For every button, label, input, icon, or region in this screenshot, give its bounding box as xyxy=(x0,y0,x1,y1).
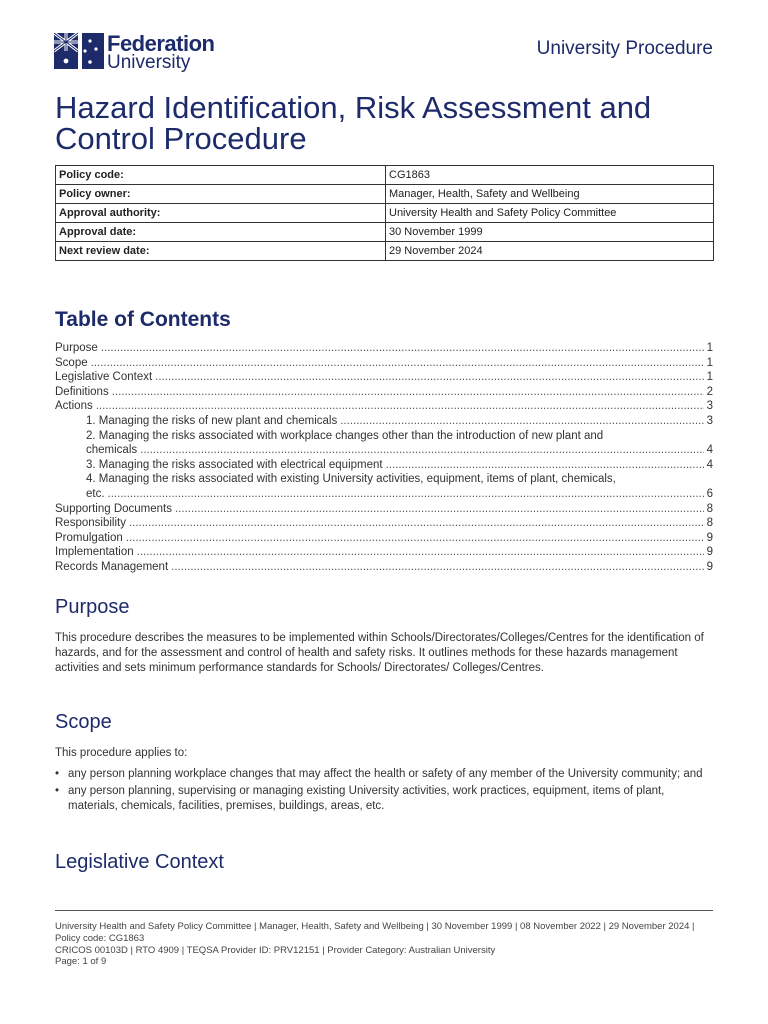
toc-page-number: 4 xyxy=(706,458,713,471)
toc-page-number: 3 xyxy=(706,414,713,427)
toc-entry-label: Implementation xyxy=(55,546,134,559)
scope-heading: Scope xyxy=(55,711,112,733)
table-row xyxy=(56,185,714,204)
toc-page-number: 1 xyxy=(706,356,713,369)
page-footer xyxy=(55,921,715,968)
footer-divider xyxy=(55,910,713,911)
info-key: Next review date: xyxy=(56,242,386,261)
toc-page-number: 9 xyxy=(706,531,713,544)
toc-entry-label: Actions xyxy=(55,400,93,413)
toc-entry-label: Definitions xyxy=(55,385,109,398)
footer-page-number: Page: 1 of 9 xyxy=(55,956,107,968)
toc-page-number: 6 xyxy=(706,487,713,500)
policy-info-table xyxy=(55,165,714,261)
toc-leader xyxy=(155,370,703,385)
toc-leader xyxy=(137,545,704,560)
purpose-heading: Purpose xyxy=(55,596,130,618)
toc-link-scope[interactable] xyxy=(55,356,713,371)
toc-link-records-management[interactable] xyxy=(55,560,713,575)
toc-link-definitions[interactable] xyxy=(55,385,713,400)
toc-link-action-2[interactable] xyxy=(55,429,713,444)
info-value: Manager, Health, Safety and Wellbeing xyxy=(386,185,714,204)
logo-subtitle: University xyxy=(107,52,191,73)
toc-entry-label: Purpose xyxy=(55,342,98,354)
toc-entry-label: Records Management xyxy=(55,560,169,573)
page-title: Hazard Identification, Risk Assessment and Control Procedure xyxy=(55,90,652,156)
toc-leader xyxy=(340,414,703,429)
toc-entry-label: Responsibility xyxy=(55,517,126,530)
toc-leader xyxy=(96,399,704,414)
toc-entry-label: 1. Managing the risks of new plant and chemicals xyxy=(86,414,338,427)
table-row xyxy=(56,223,714,242)
bullet-text: any person planning, supervising or managing existing University activities, work practices, equipment, items of plant, materials, chemicals, facilities, premises, buildings, areas, etc. xyxy=(68,785,665,812)
legislative-context-heading: Legislative Context xyxy=(55,851,224,873)
info-key: Approval date: xyxy=(56,223,386,242)
toc-link-supporting-documents[interactable] xyxy=(55,502,713,517)
toc-leader xyxy=(386,458,704,473)
info-value: 29 November 2024 xyxy=(386,242,714,261)
toc-leader xyxy=(140,443,703,458)
toc-entry-label: 2. Managing the risks associated with workplace changes other than the introduction of new plant and xyxy=(86,429,604,442)
toc-page-number: 1 xyxy=(706,371,713,384)
bullet-icon: • xyxy=(55,785,60,797)
toc-leader xyxy=(101,341,704,356)
table-row xyxy=(56,166,714,185)
document-type: University Procedure xyxy=(536,38,713,59)
toc-leader xyxy=(171,560,703,575)
bullet-icon: • xyxy=(55,768,60,780)
table-of-contents xyxy=(55,341,713,575)
info-value: 30 November 1999 xyxy=(386,223,714,242)
bullet-text: any person planning workplace changes that may affect the health or safety of any member of the University community; and xyxy=(68,768,703,780)
scope-intro: This procedure applies to: xyxy=(55,747,188,759)
toc-page-number: 3 xyxy=(706,400,713,413)
toc-leader xyxy=(129,516,704,531)
info-key: Policy owner: xyxy=(56,185,386,204)
toc-entry-label: Scope xyxy=(55,356,88,369)
list-item xyxy=(55,767,715,782)
toc-link-action-4-cont[interactable] xyxy=(55,487,713,502)
table-row xyxy=(56,242,714,261)
toc-page-number: 9 xyxy=(706,546,713,559)
toc-leader xyxy=(175,502,704,517)
toc-page-number: 4 xyxy=(706,444,713,457)
toc-link-promulgation[interactable] xyxy=(55,531,713,546)
toc-entry-label: Promulgation xyxy=(55,531,123,544)
toc-entry-label: 3. Managing the risks associated with electrical equipment xyxy=(86,458,383,471)
toc-page-number: 8 xyxy=(706,517,713,530)
list-item xyxy=(55,784,715,814)
federation-university-logo xyxy=(54,30,234,76)
info-key: Approval authority: xyxy=(56,204,386,223)
toc-link-actions[interactable] xyxy=(55,399,713,414)
footer-provider-info: CRICOS 00103D | RTO 4909 | TEQSA Provider ID: PRV12151 | Provider Category: Australian University xyxy=(55,944,496,956)
flag-emblem-icon xyxy=(54,31,104,71)
toc-entry-label: Supporting Documents xyxy=(55,502,172,515)
footer-metadata: University Health and Safety Policy Committee | Manager, Health, Safety and Wellbeing | 30 November 1999 | 08 November 2022 | 29 November 2024 | Policy code: CG1863 xyxy=(55,921,695,944)
logo-wordmark: Federation xyxy=(107,31,215,56)
toc-leader xyxy=(126,531,704,546)
toc-entry-label: Legislative Context xyxy=(55,371,153,384)
toc-page-number: 8 xyxy=(706,502,713,515)
toc-heading: Table of Contents xyxy=(55,308,231,331)
table-row xyxy=(56,204,714,223)
toc-link-responsibility[interactable] xyxy=(55,516,713,531)
info-value: CG1863 xyxy=(386,166,714,185)
toc-leader xyxy=(108,487,704,502)
toc-link-legislative-context[interactable] xyxy=(55,370,713,385)
toc-page-number: 2 xyxy=(706,385,713,398)
info-key: Policy code: xyxy=(56,166,386,185)
toc-link-action-4[interactable] xyxy=(55,472,713,487)
toc-entry-label: etc. xyxy=(86,487,105,500)
toc-link-implementation[interactable] xyxy=(55,545,713,560)
toc-link-purpose[interactable] xyxy=(55,341,713,356)
toc-entry-label: chemicals xyxy=(86,444,138,457)
toc-link-action-1[interactable] xyxy=(55,414,713,429)
toc-leader xyxy=(112,385,704,400)
toc-leader xyxy=(91,356,704,371)
info-value: University Health and Safety Policy Committee xyxy=(386,204,714,223)
toc-link-action-3[interactable] xyxy=(55,458,713,473)
toc-link-action-2-cont[interactable] xyxy=(55,443,713,458)
toc-page-number: 9 xyxy=(706,560,713,573)
scope-bullet-list xyxy=(55,767,715,816)
toc-page-number: 1 xyxy=(706,342,713,354)
purpose-text: This procedure describes the measures to be implemented within Schools/Directorates/Colleges/Centres for the identification of hazards, and for the assessment and control of health and safety risks. It outlines methods for these hazards management activities and sets minimum performance standards for Schools/ Directorates/ Colleges/Centres. xyxy=(55,632,704,674)
toc-entry-label: 4. Managing the risks associated with existing University activities, equipment, items of plant, chemicals, xyxy=(86,473,616,486)
